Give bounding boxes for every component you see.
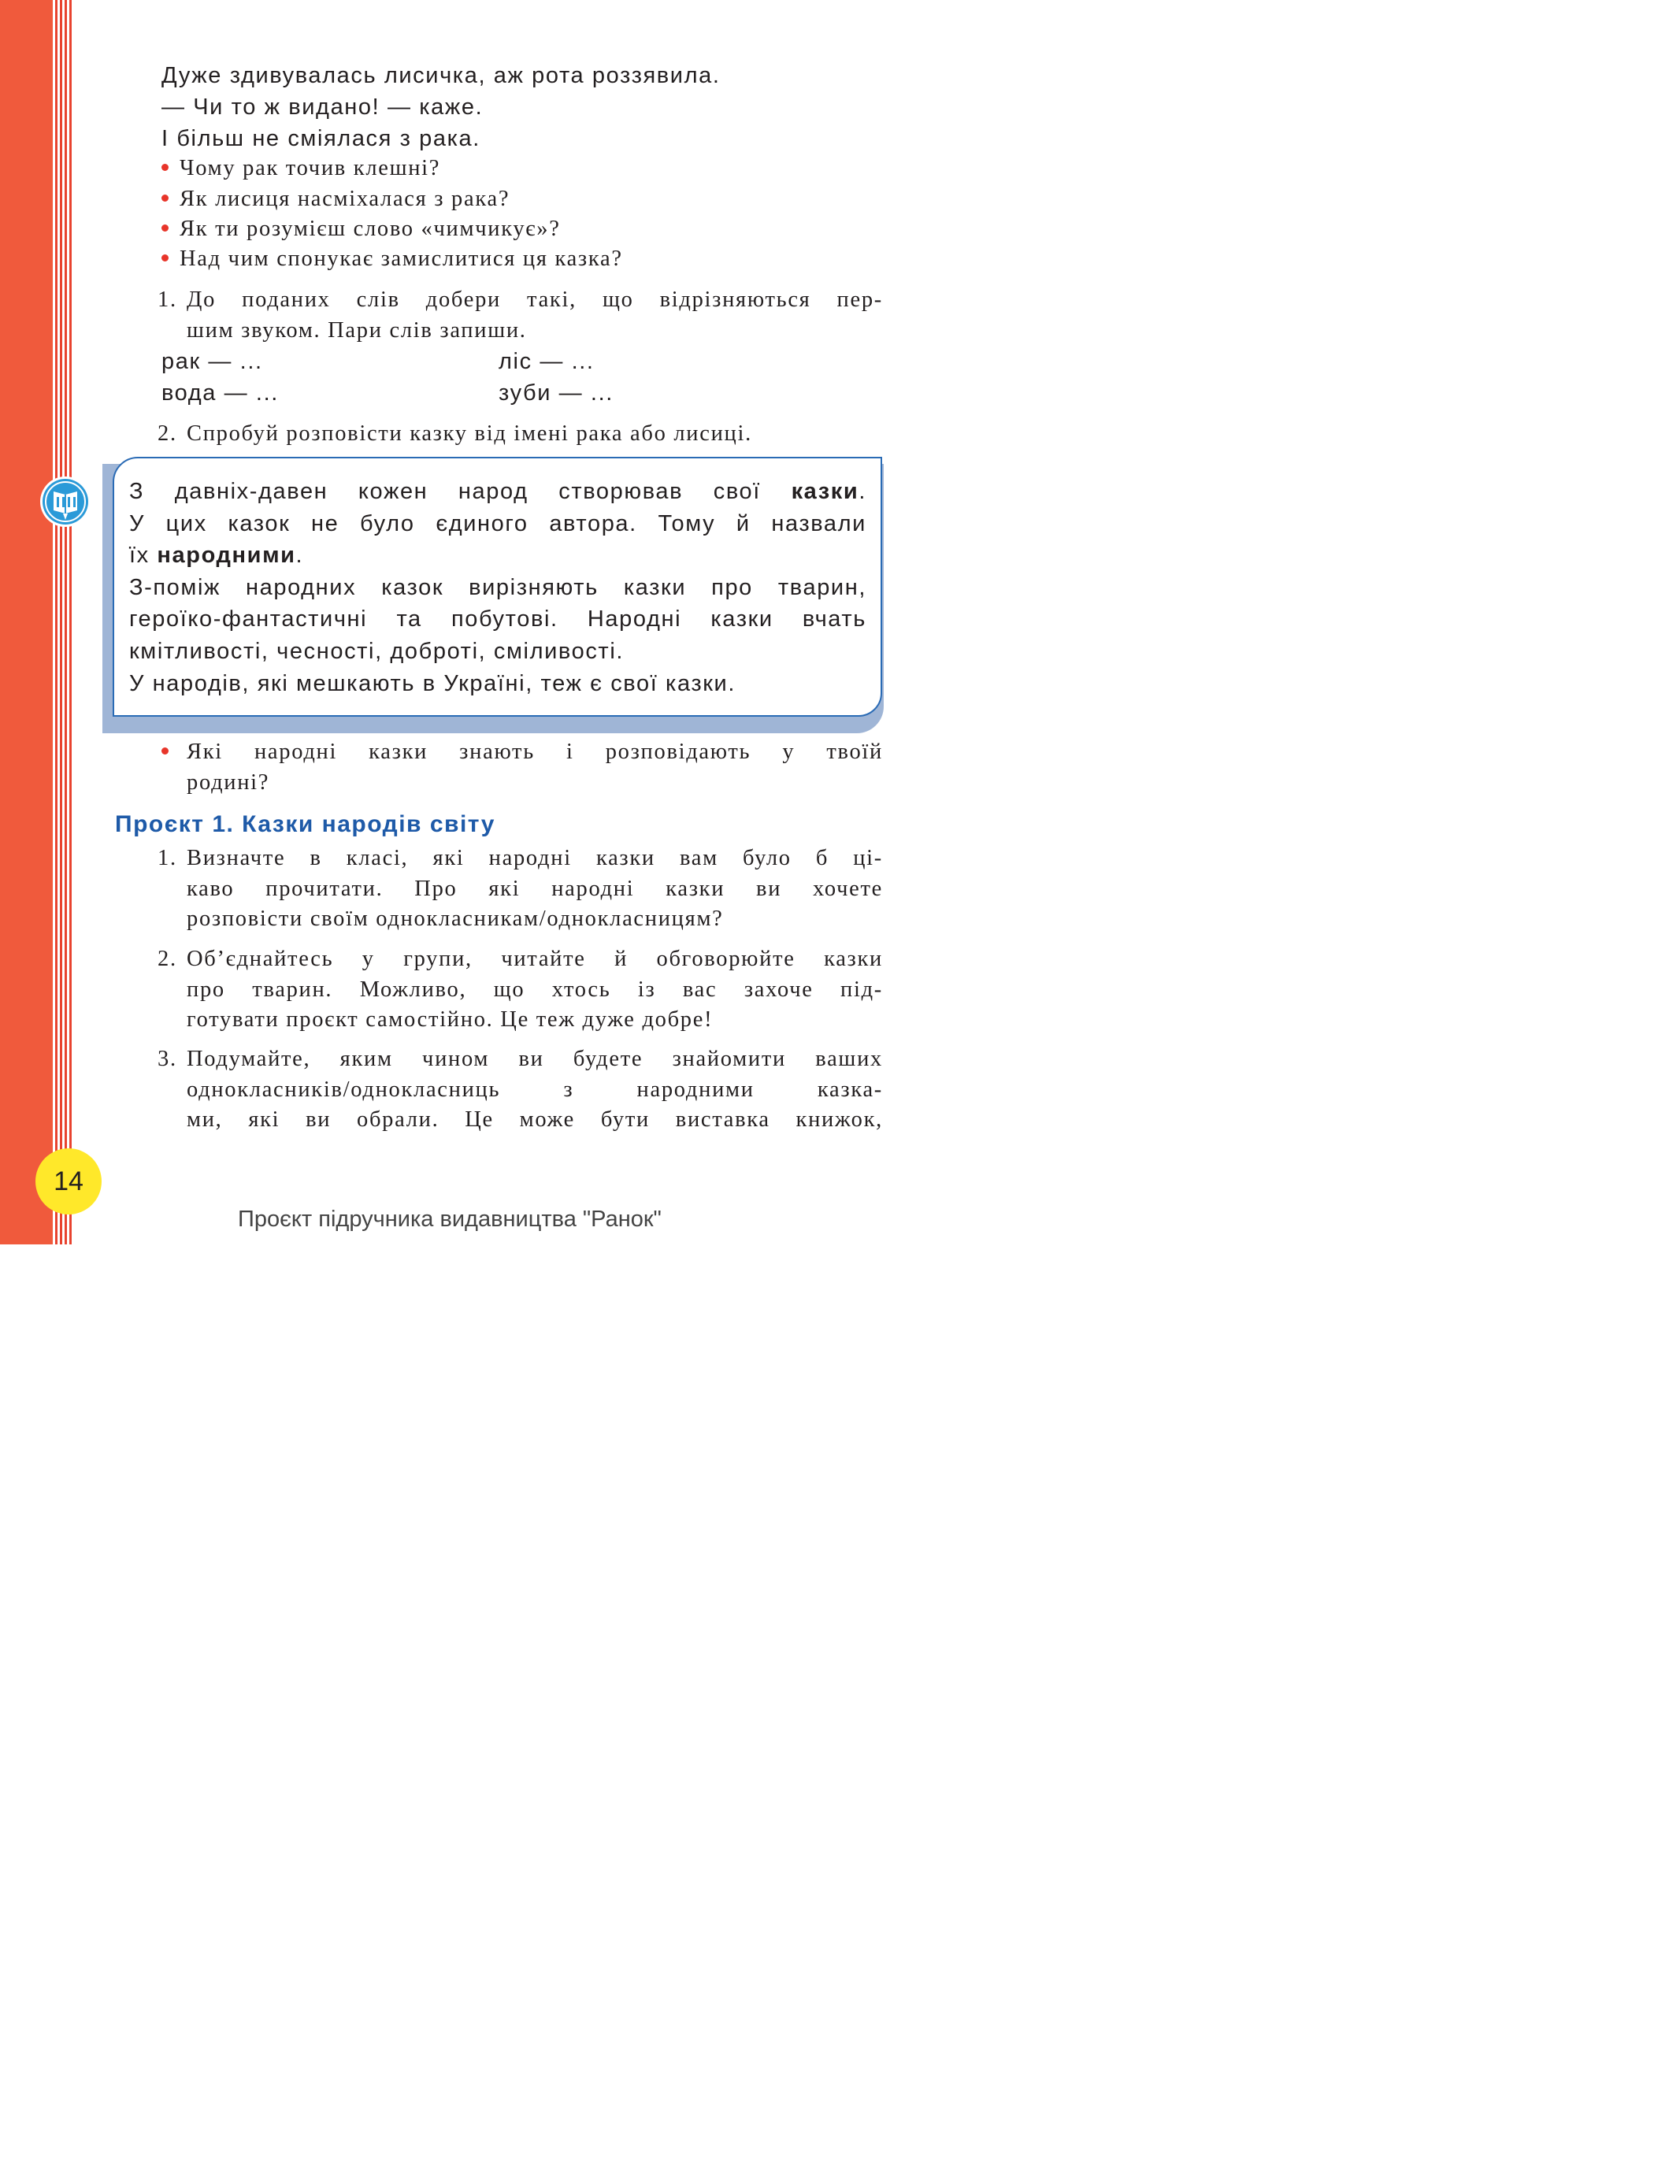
question-item: Як лисиця насміхалася з рака? — [161, 188, 510, 211]
project-step: Визначте в класі, які народні казки вам було б ці- каво прочитати. Про які народні казки ви хочете розповісти своїм однокласникам/однокласницям? — [187, 846, 883, 931]
footer-text: Проєкт підручника видавництва "Ранок" — [238, 1207, 662, 1232]
bullet-icon — [161, 164, 169, 171]
question-item: Над чим спонукає замислитися ця казка? — [161, 248, 623, 271]
task-number: 1. — [158, 846, 177, 870]
story-line: Дуже здивувалась лисичка, аж рота роззявила. — [161, 63, 721, 88]
question-item: Як ти розумієш слово «чимчикує»? — [161, 218, 561, 241]
page-number-badge — [35, 1148, 102, 1214]
task-number: 1. — [158, 287, 177, 312]
bullet-icon — [161, 254, 169, 261]
page-content — [0, 0, 958, 1244]
question-item: Чому рак точив клешні? — [161, 158, 440, 180]
project-step: Подумайте, яким чином ви будете знайомити ваших однокласників/однокласниць з народними казка- ми, які ви обрали. Це може бути виставка книжок, — [187, 1047, 883, 1132]
bullet-icon — [161, 195, 169, 202]
info-book-icon — [39, 476, 91, 528]
info-box-text: З давніх-давен кожен народ створював свої казки. У цих казок не було єдиного автора. Тому й назвали їх народними. З-поміж народних казок вирізняють казки про тварин, героїко-фантастичні та побутові. Народні казки вчать кмітливості, чесності, доброті, сміливості. У народів, які мешкають в Україні, теж є свої казки. — [129, 479, 866, 696]
page-number: 14 — [54, 1166, 83, 1196]
bullet-icon — [161, 224, 169, 232]
word-pair: вода — ... — [161, 380, 279, 406]
task-number: 2. — [158, 421, 177, 446]
question-item — [161, 741, 180, 764]
story-line: — Чи то ж видано! — каже. — [161, 95, 484, 120]
word-pair: зуби — ... — [499, 380, 614, 406]
task-number: 3. — [158, 1047, 177, 1071]
word-pair: рак — ... — [161, 349, 263, 374]
project-step: Об’єднайтесь у групи, читайте й обговорюйте казки про тварин. Можливо, що хтось із вас захоче під- готувати проєкт самостійно. Це теж дуже добре! — [187, 947, 883, 1032]
story-line: І більш не сміялася з рака. — [161, 126, 480, 151]
project-title: Проєкт 1. Казки народів світу — [115, 811, 495, 837]
word-pair: ліс — ... — [499, 349, 595, 374]
task-text: Спробуй розповісти казку від імені рака або лисиці. — [187, 421, 752, 446]
task-text: До поданих слів добери такі, що відрізняються пер- шим звуком. Пари слів запиши. — [187, 287, 883, 343]
bullet-icon — [161, 747, 169, 755]
question-text: Які народні казки знають і розповідають у твоїй родині? — [187, 740, 883, 795]
task-number: 2. — [158, 947, 177, 971]
